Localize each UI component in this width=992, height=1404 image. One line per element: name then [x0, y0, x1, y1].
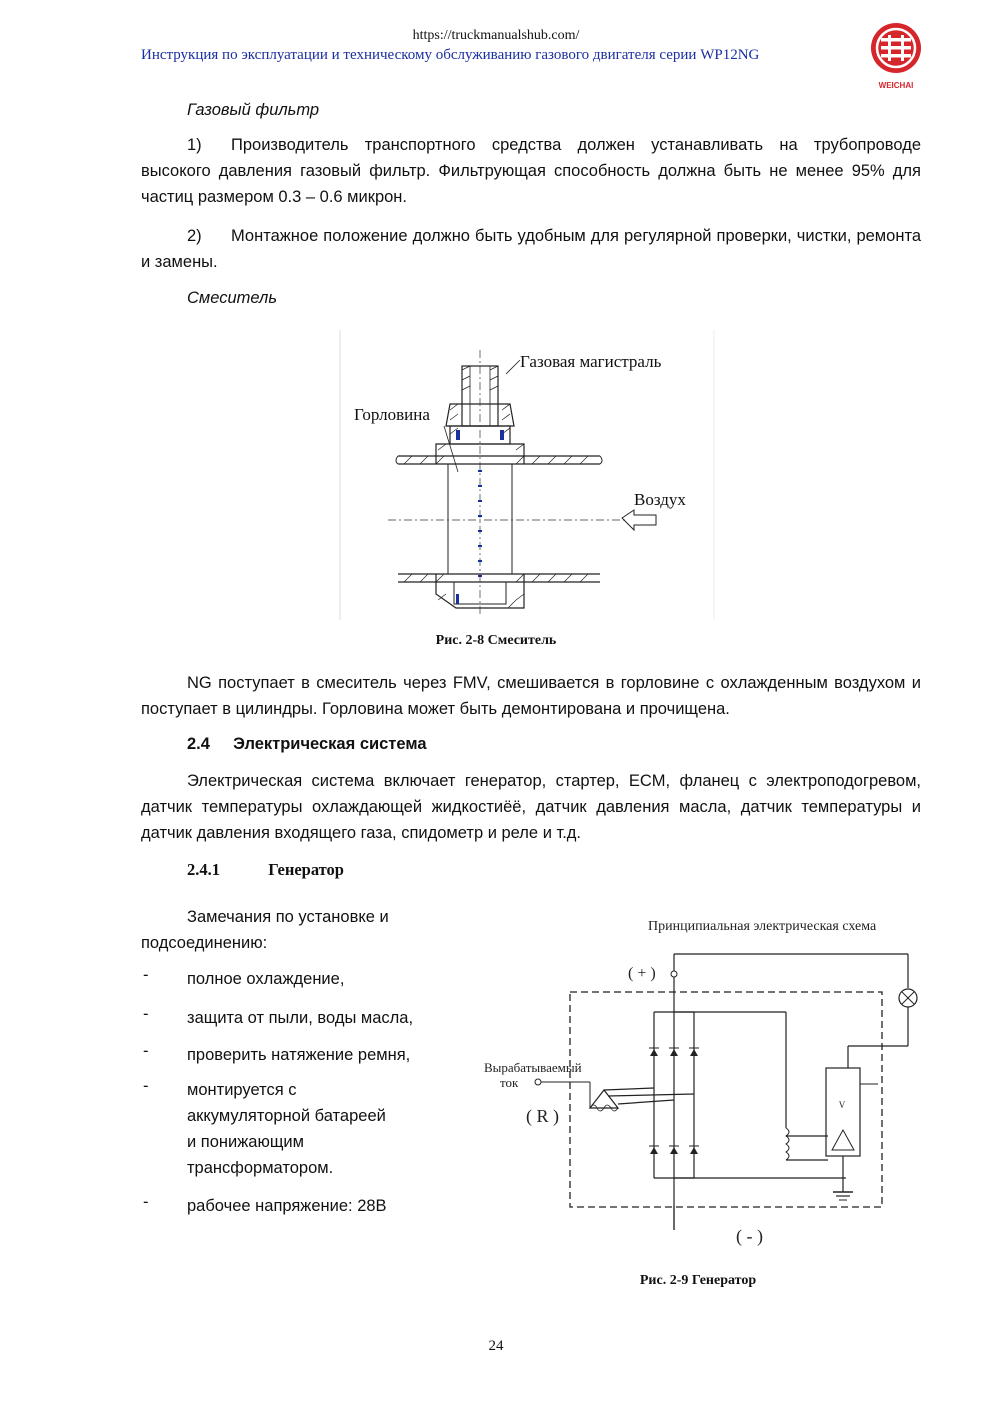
- bullet-4-line-4: трансформатором.: [187, 1159, 334, 1177]
- bullet-5: рабочее напряжение: 28В: [187, 1197, 387, 1215]
- item-2-number: 2): [187, 227, 202, 245]
- weichai-logo: [868, 22, 924, 92]
- header-title: Инструкция по эксплуатации и техническому обслуживанию газового двигателя серии WP12NG: [141, 47, 760, 63]
- item-1-number: 1): [187, 136, 202, 154]
- bullet-dash-5: -: [143, 1193, 149, 1211]
- throat-label: Горловина: [354, 405, 430, 424]
- circuit-title: Принципиальная электрическая схема: [648, 919, 877, 934]
- section-2-4-1-number: 2.4.1: [187, 860, 220, 879]
- generator-caption: Рис. 2-9 Генератор: [639, 1273, 757, 1288]
- notes-intro-line-1: Замечания по установке и: [187, 908, 389, 926]
- bullet-4-line-2: аккумуляторной батареей: [187, 1107, 386, 1125]
- mixer-heading: Смеситель: [187, 289, 278, 307]
- weichai-logo-icon: [868, 22, 924, 92]
- air-label: Воздух: [634, 490, 686, 509]
- gas-filter-item-1: [141, 132, 921, 210]
- r-label: ( R ): [526, 1106, 559, 1126]
- header-url: https://truckmanualshub.com/: [412, 28, 580, 43]
- logo-text: WEICHAI: [878, 81, 914, 90]
- gas-filter-item-2: [141, 223, 921, 275]
- section-2-4-title: Электрическая система: [233, 735, 427, 753]
- item-1-text: Производитель транспортного средства должен устанавливать на трубопроводе высокого давления газовый фильтр. Фильтрующая способность должна быть не менее 95% для частиц размером 0.3 – 0.6 микрон.: [141, 136, 921, 206]
- bullet-2: защита от пыли, воды масла,: [187, 1009, 414, 1027]
- bullet-3: проверить натяжение ремня,: [187, 1046, 411, 1064]
- bullet-dash-1: -: [143, 966, 149, 984]
- notes-intro-line-2: подсоединению:: [141, 934, 268, 952]
- section-2-4-heading: [187, 735, 427, 754]
- generator-figure: [478, 910, 938, 1255]
- plus-label: ( + ): [628, 965, 656, 982]
- bullet-dash-4: -: [143, 1077, 149, 1095]
- item-2-text: Монтажное положение должно быть удобным для регулярной проверки, чистки, ремонта и замены.: [141, 227, 921, 271]
- generator-circuit-diagram: [478, 910, 938, 1255]
- output-label-1: Вырабатываемый: [484, 1060, 582, 1075]
- bullet-4-line-1: монтируется с: [187, 1081, 297, 1099]
- page-number: 24: [488, 1338, 504, 1354]
- output-label-2: ток: [500, 1075, 519, 1090]
- bullet-dash-3: -: [143, 1042, 149, 1060]
- mixer-diagram: [338, 330, 718, 620]
- gas-filter-heading: Газовый фильтр: [187, 101, 320, 119]
- gas-line-label: Газовая магистраль: [520, 352, 662, 371]
- mixer-caption: Рис. 2-8 Смеситель: [435, 633, 557, 648]
- section-2-4-number: 2.4: [187, 735, 210, 753]
- bullet-dash-2: -: [143, 1005, 149, 1023]
- mixer-figure: [338, 330, 718, 620]
- mixer-description: NG поступает в смеситель через FMV, смешивается в горловине с охлажденным воздухом и поступает в цилиндры. Горловина может быть демонтирована и прочищена.: [141, 674, 921, 718]
- electrical-description: Электрическая система включает генератор, стартер, ECM, фланец с электроподогревом, датчик температуры охлаждающей жидкостиёё, датчик давления масла, датчик температуры и датчик давления входящего газа, спидометр и реле и т.д.: [141, 772, 921, 842]
- section-2-4-1-heading: [187, 860, 344, 880]
- section-2-4-1-title: Генератор: [268, 860, 344, 879]
- minus-label: ( - ): [736, 1226, 763, 1246]
- bullet-1: полное охлаждение,: [187, 970, 345, 988]
- bullet-4-line-3: и понижающим: [187, 1133, 304, 1151]
- regulator-v-label: V: [838, 1100, 846, 1110]
